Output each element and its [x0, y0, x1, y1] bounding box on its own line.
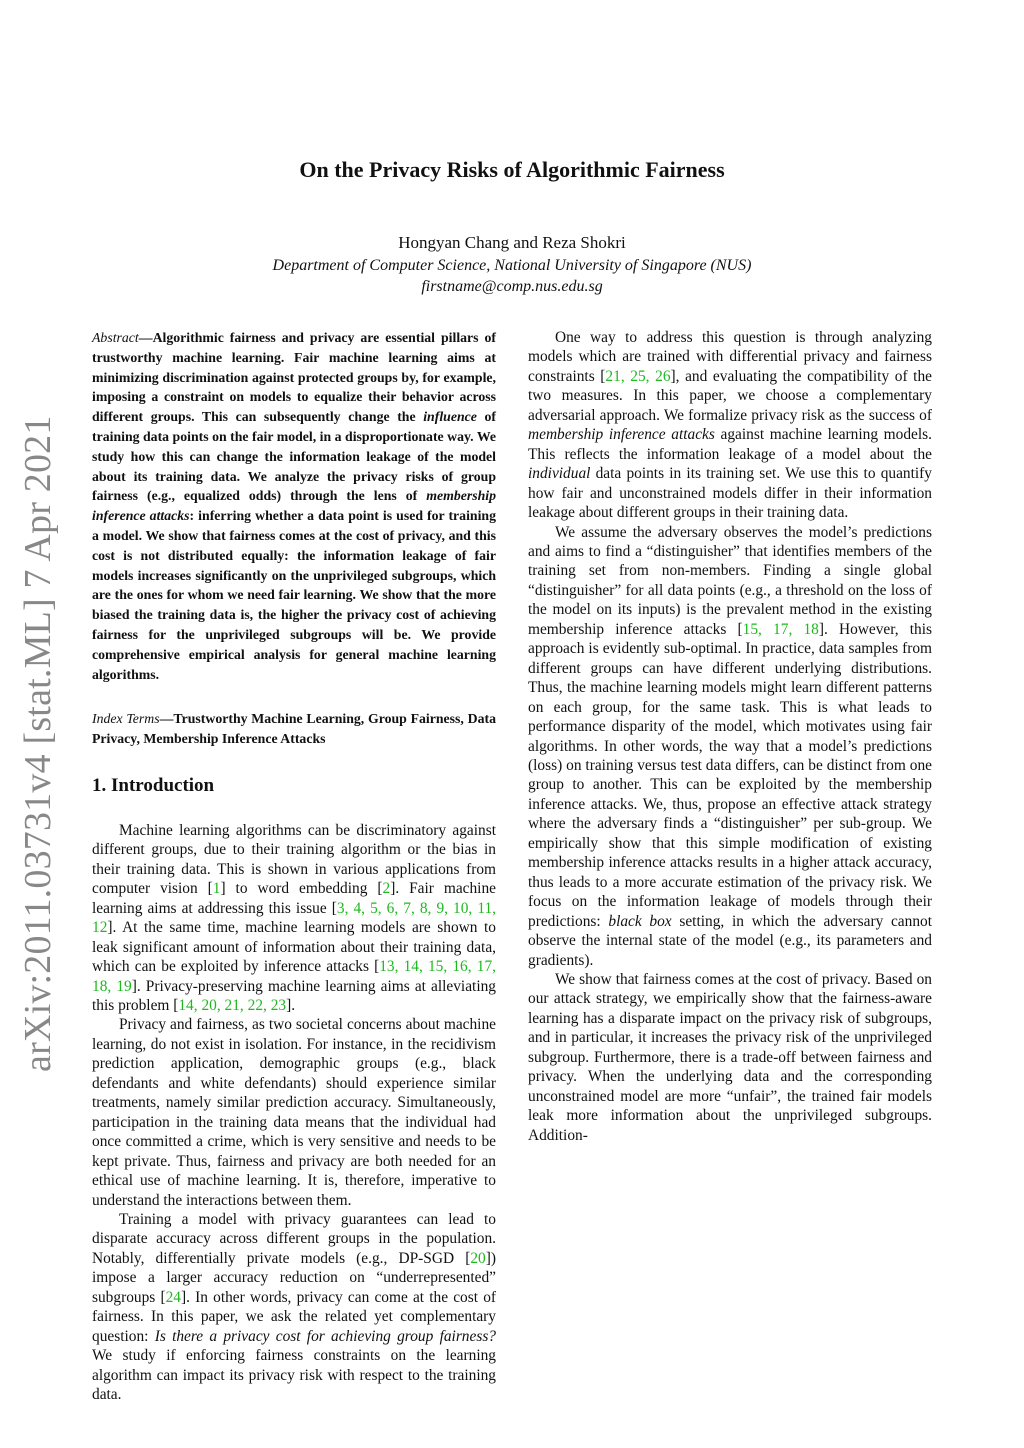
affiliation: Department of Computer Science, National University of Singapore (NUS): [272, 257, 752, 274]
citation-link[interactable]: 21, 25, 26: [605, 367, 671, 385]
abstract-label: Abstract: [92, 330, 139, 345]
section-heading: 1. Introduction: [92, 774, 215, 796]
intro-paragraph-1: Machine learning algorithms can be discriminatory against different groups, due to their training algorithm or the bias in their training data. This is shown in various applications from computer vision [1] to word embedding [2]. Fair machine learning aims at addressing this issue [3, 4, 5, 6, 7, 8, 9, 10, 11, 12]. At the same time, machine learning models are shown to leak significant amount of information about their training data, which can be exploited by inference attacks [13, 14, 15, 16, 17, 18, 19]. Privacy-preserving machine learning aims at alleviating this problem [14, 20, 21, 22, 23].: [92, 821, 496, 1015]
abstract: Abstract—Algorithmic fairness and privacy are essential pillars of trustworthy machine learning. Fair machine learning aims at minimizing discrimination against protected groups by, for example, imposing a constraint on models to equalize their behavior across different groups. This can subsequently change the influence of training data points on the fair model, in a disproportionate way. We study how this can change the information leakage of the model about its training data. We analyze the privacy risks of group fairness (e.g., equalized odds) through the lens of membership inference attacks: inferring whether a data point is used for training a model. We show that fairness comes at the cost of privacy, and this cost is not distributed equally: the information leakage of fair models increases significantly on the unprivileged subgroups, which are the ones for whom we need fair learning. We show that the more biased the training data is, the higher the privacy cost of achieving fairness for the unprivileged subgroups will be. We provide comprehensive empirical analysis for general machine learning algorithms.: [92, 330, 496, 682]
intro-paragraph-3: Training a model with privacy guarantees can lead to disparate accuracy across different groups in the population. Notably, differentially private models (e.g., DP-SGD [20]) impose a larger accuracy reduction on “underrepresented” subgroups [24]. In other words, privacy can come at the cost of fairness. In this paper, we ask the related yet complementary question: Is there a privacy cost for achieving group fairness? We study if enforcing fairness constraints on the learning algorithm can impact its privacy risk with respect to the training data.: [92, 1211, 497, 1404]
index-terms-label: Index Terms: [92, 711, 160, 727]
citation-link[interactable]: 13, 14, 15, 16, 17, 18, 19: [92, 958, 496, 995]
intro-paragraph-5: We assume the adversary observes the model’s predictions and aims to find a “distinguisher” that identifies members of the training set from non-members. Finding a single global “distinguisher” for all data points (e.g., a threshold on the loss of the model on its inputs) is the prevalent method in the existing membership inference attacks [15, 17, 18]. However, this approach is evidently sub-optimal. In practice, data samples from different groups can have different underlying distributions. Thus, the machine learning models might learn different patterns on each group, for the same task. This is what leads to performance disparity of the model, which motivates using fair algorithms. In other words, the way that a model’s predictions (loss) on training versus test data differs, can be distinct from one group to another. This can be exploited by the membership inference attacks. We, thus, propose an effective attack strategy where the adversary finds a “distinguisher” per sub-group. We empirically show that this simple modification of existing membership inference attacks results in a higher attack accuracy, thus leads to a more accurate estimation of the privacy risk. We focus on the information leakage of models through their predictions: black box setting, in which the adversary cannot observe the internal state of the model (e.g., its parameters and gradients).: [528, 523, 933, 969]
intro-paragraph-2: Privacy and fairness, as two societal concerns about machine learning, do not exist in isolation. For instance, in the recidivism prediction application, demographic groups (e.g., black defendants and white defendants) should experience similar treatments, namely similar prediction accuracy. Simultaneously, participation in the training data means that the individual had once committed a crime, which is very sensitive and needs to be kept private. Thus, fairness and privacy are both needed for an ethical use of machine learning. It is, therefore, imperative to understand the interactions between them.: [92, 1016, 496, 1209]
authors: Hongyan Chang and Reza Shokri: [398, 233, 626, 252]
citation-link[interactable]: 3, 4, 5, 6, 7, 8, 9, 10, 11, 12: [92, 899, 496, 937]
author-email: firstname@comp.nus.edu.sg: [421, 278, 603, 295]
intro-paragraph-4: One way to address this question is through analyzing models which are trained with differential privacy and fairness constraints [21, 25, 26], and evaluating the compatibility of the two measures. In this paper, we choose a complementary adversarial approach. We formalize privacy risk as the success of membership inference attacks against machine learning models. This reflects the information leakage of a model about the individual data points in its training set. We use this to quantify how fair and unconstrained models differ in their information leakage about different groups in their training data.: [528, 329, 932, 522]
citation-link[interactable]: 20: [470, 1249, 486, 1267]
intro-paragraph-6: We show that fairness comes at the cost of privacy. Based on our attack strategy, we empirically show that the fairness-aware learning has a disparate impact on the privacy risk of subgroups, and in particular, it increases the privacy risk of the unprivileged subgroup. Furthermore, there is a trade-off between fairness and privacy. When the underlying data and the corresponding unconstrained model are more “unfair”, the trained fair models leak more information about the unprivileged subgroups. Addition-: [528, 970, 932, 1144]
citation-link[interactable]: 24: [165, 1288, 181, 1306]
citation-link[interactable]: 1: [212, 880, 221, 898]
arxiv-identifier: arXiv:2011.03731v4 [stat.ML] 7 Apr 2021: [17, 415, 59, 1072]
paper-title: On the Privacy Risks of Algorithmic Fairness: [299, 157, 725, 182]
index-terms: Index Terms—Trustworthy Machine Learning, Group Fairness, Data Privacy, Membership Inference Attacks: [92, 711, 496, 747]
left-column: [92, 328, 496, 1405]
right-column: [528, 328, 932, 1145]
citation-link[interactable]: 2: [382, 880, 391, 898]
citation-link[interactable]: 15, 17, 18: [742, 620, 819, 638]
citation-link[interactable]: 14, 20, 21, 22, 23: [178, 997, 287, 1015]
